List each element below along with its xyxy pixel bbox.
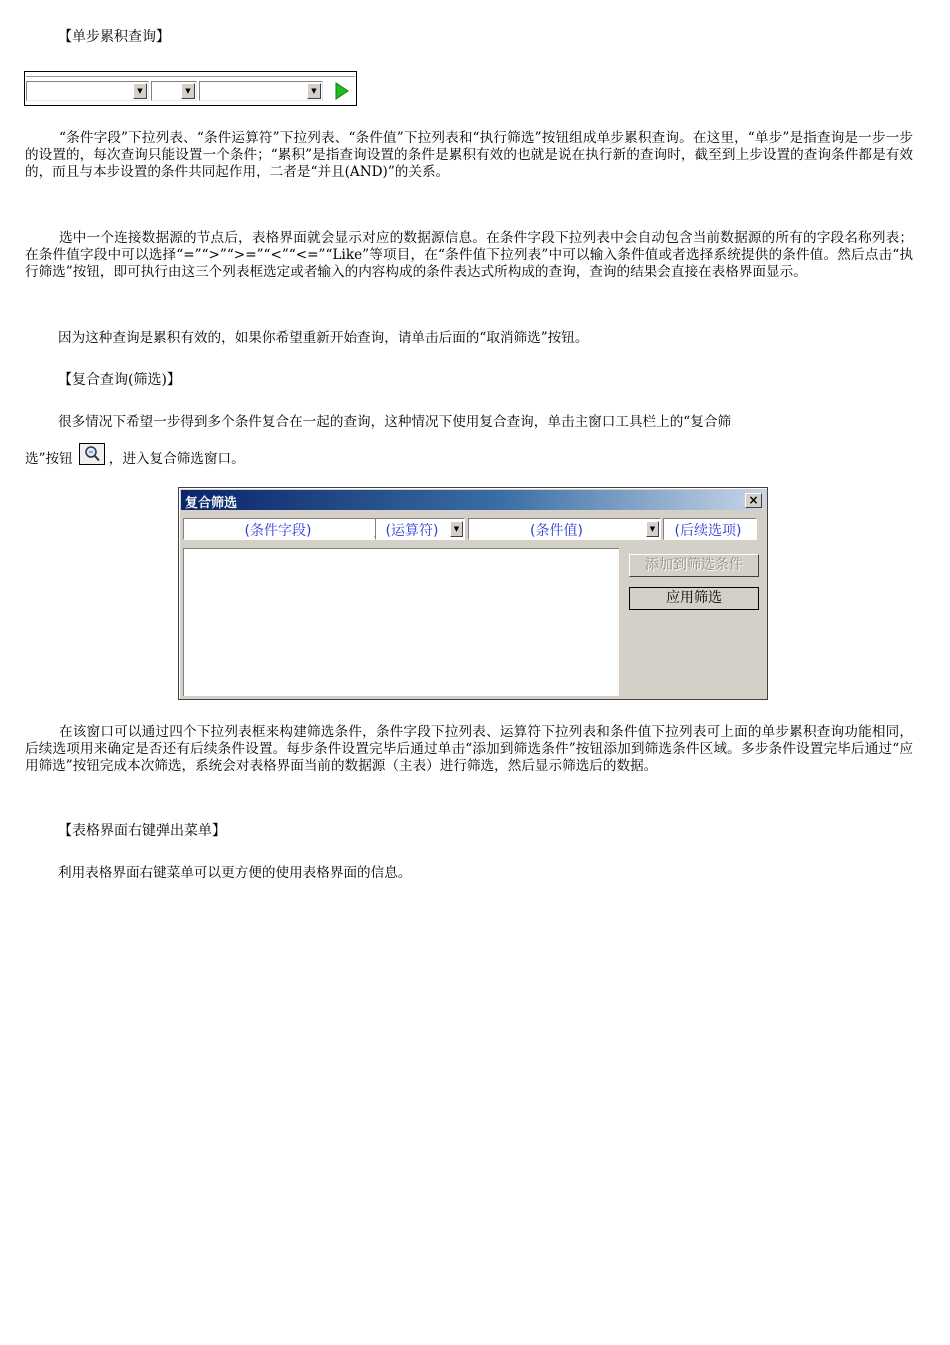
next-option-combo[interactable] [663,518,757,540]
compound-filter-icon[interactable] [79,443,105,465]
operator-combo[interactable] [375,518,465,540]
operator-label: (运算符) [385,523,439,539]
paragraph-compound-line1: 很多情况下希望一步得到多个条件复合在一起的查询，这种情况下使用复合查询，单击主窗口工具栏上的“复合筛 [58,414,732,430]
chevron-down-icon[interactable]: ▼ [133,83,147,99]
condition-value-combo[interactable] [468,518,661,540]
chevron-down-icon[interactable]: ▼ [646,521,659,537]
field-dropdown[interactable] [26,81,149,101]
chevron-down-icon[interactable]: ▼ [181,83,195,99]
section-heading-context-menu: 【表格界面右键弹出菜单】 [58,823,226,839]
filter-conditions-area[interactable] [183,548,619,696]
add-to-filter-button[interactable]: 添加到筛选条件 [629,554,759,577]
chevron-down-icon[interactable]: ▼ [307,83,321,99]
paragraph-context-menu: 利用表格界面右键菜单可以更方便的使用表格界面的信息。 [58,865,412,881]
condition-field-label: (条件字段) [244,523,312,539]
section-heading-single-step: 【单步累积查询】 [58,29,170,45]
paragraph-dialog-usage: 在该窗口可以通过四个下拉列表框来构建筛选条件，条件字段下拉列表、运算符下拉列表和条件值下拉列表可上面的单步累积查询功能相同，后续选项用来确定是否还有后续条件设置。每步条件设置完毕后通过单击“添加到筛选条件”按钮添加到筛选条件区域。多步条件设置完毕后通过“应用筛选”按钮完成本次筛选，系统会对表格界面当前的数据源（主表）进行筛选，然后显示筛选后的数据。 [25,724,913,774]
paragraph-data-source: 选中一个连接数据源的节点后，表格界面就会显示对应的数据源信息。在条件字段下拉列表中会自动包含当前数据源的所有的字段名称列表；在条件值字段中可以选择“=”“>”“>=”“<”“<=”“Like”等项目，在“条件值下拉列表”中可以输入条件值或者选择系统提供的条件值。然后点击“执行筛选”按钮，即可执行由这三个列表框选定或者输入的内容构成的条件表达式所构成的查询，查询的结果会直接在表格界面显示。 [25,230,913,280]
dialog-titlebar [181,490,765,510]
paragraph-compound-text-a: 选”按钮 [25,451,73,467]
single-step-toolbar [24,71,357,106]
value-dropdown[interactable] [199,81,323,101]
paragraph-cancel-filter: 因为这种查询是累积有效的，如果你希望重新开始查询，请单击后面的“取消筛选”按钮。 [58,330,589,346]
section-heading-compound: 【复合查询(筛选)】 [58,372,181,388]
condition-field-combo[interactable] [183,518,389,540]
apply-filter-button[interactable]: 应用筛选 [629,587,759,610]
paragraph-compound-text-b: ，进入复合筛选窗口。 [108,451,245,467]
chevron-down-icon[interactable]: ▼ [450,521,463,537]
compound-filter-dialog [178,487,768,700]
condition-value-label: (条件值) [530,523,583,539]
paragraph-compound-line2 [25,443,245,468]
paragraph-single-step-intro: “条件字段”下拉列表、“条件运算符”下拉列表、“条件值”下拉列表和“执行筛选”按钮组成单步累积查询。在这里，“单步”是指查询是一步一步的设置的，每次查询只能设置一个条件；“累积”是指查询设置的条件是累积有效的也就是说在执行新的查询时，截至到上步设置的查询条件都是有效的，而且与本步设置的条件共同起作用，二者是“并且(AND)”的关系。 [25,130,913,180]
run-filter-icon[interactable] [331,81,351,101]
dialog-title: 复合筛选 [185,496,238,511]
close-icon[interactable]: × [745,493,762,508]
next-option-label: (后续选项) [674,523,742,539]
operator-dropdown[interactable] [151,81,197,101]
